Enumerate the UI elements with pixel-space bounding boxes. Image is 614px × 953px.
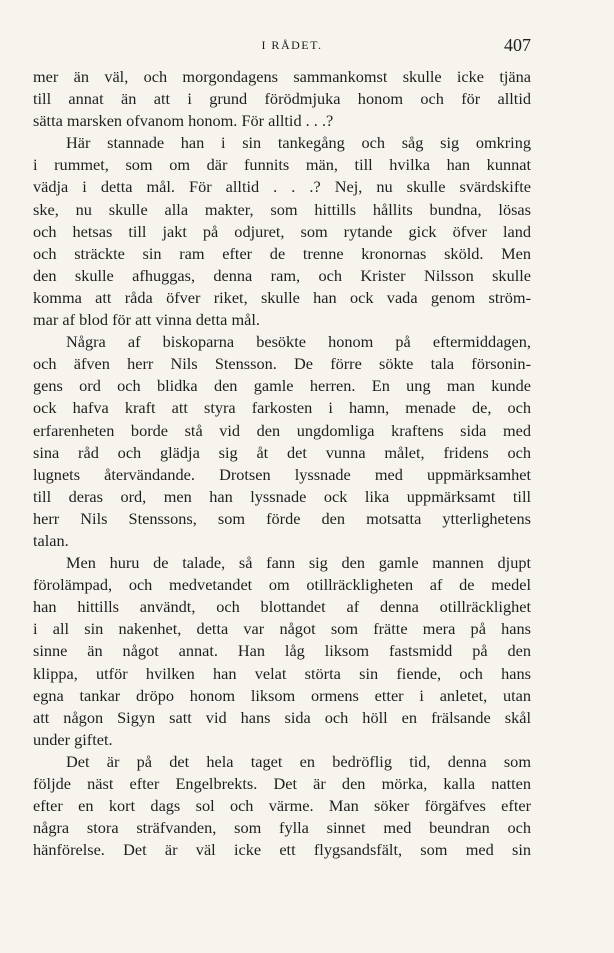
- text-line: mer än väl, och morgondagens sammankomst skulle icke tjäna: [33, 67, 531, 86]
- text-line: i all sin nakenhet, detta var något som frätte mera på hans: [33, 619, 531, 639]
- text-line: Men huru de talade, så fann sig den gamle mannen djupt: [66, 553, 531, 573]
- text-line: ock hafva kraft att styra farkosten i hamn, menade de, och: [33, 398, 531, 418]
- text-line: sätta marsken ofvanom honom. För alltid . . .?: [33, 111, 334, 131]
- text-line: klippa, utför hvilken han velat störta sin fiende, och hans: [33, 663, 531, 683]
- text-line: lugnets återvändande. Drotsen lyssnade med uppmärksamhet: [33, 464, 531, 484]
- text-line: han hittills användt, och blottandet af denna otillräcklighet: [33, 597, 531, 617]
- text-line: sinne än något annat. Han låg liksom fastsmidd på den: [33, 641, 531, 661]
- text-line: Det är på det hela taget en bedröflig tid, denna som: [66, 751, 531, 771]
- text-line: efter en kort dags sol och värme. Man söker förgäfves efter: [33, 796, 531, 816]
- page-number: 407: [504, 35, 531, 55]
- text-line: och äfven herr Nils Stensson. De förre sökte tala försonin-: [33, 354, 531, 374]
- text-line: till annat än att i grund förödmjuka honom och för alltid: [33, 89, 531, 109]
- text-line: komma att råda öfver riket, skulle han ock vada genom ström-: [33, 287, 531, 307]
- text-line: den skulle afhuggas, denna ram, och Krister Nilsson skulle: [33, 265, 531, 285]
- text-line: erfarenheten borde stå vid den ungdomliga kraftens sida med: [33, 420, 531, 440]
- running-title: I RÅDET.: [261, 38, 323, 52]
- text-line: egna tankar dröpo honom liksom ormens etter i anletet, utan: [33, 685, 531, 705]
- text-line: förolämpad, och medvetandet om otillräckligheten af de medel: [33, 575, 531, 595]
- text-line: talan.: [33, 530, 69, 550]
- text-line: Här stannade han i sin tankegång och såg sig omkring: [66, 133, 531, 153]
- text-line: följde näst efter Engelbrekts. Det är den mörka, kalla natten: [33, 774, 531, 793]
- text-line: under giftet.: [33, 729, 113, 749]
- text-line: hänförelse. Det är väl icke ett flygsandsfält, som med sin: [33, 840, 531, 860]
- body-text: [33, 66, 531, 861]
- text-line: i rummet, som om där funnits män, till hvilka han kunnat: [33, 155, 531, 175]
- text-line: vädja i detta mål. För alltid . . .? Nej, nu skulle svärdskifte: [33, 177, 531, 197]
- text-line: och hetsas till jakt på odjuret, som rytande gick öfver land: [33, 221, 531, 241]
- text-line: och sträckte sin ram efter de trenne kronornas sköld. Men: [33, 243, 531, 263]
- text-line: till deras ord, men han lyssnade ock lika uppmärksamt till: [33, 486, 531, 506]
- text-line: Några af biskoparna besökte honom på eftermiddagen,: [66, 332, 531, 352]
- text-line: några stora sträfvanden, som fylla sinnet med beundran och: [33, 818, 531, 838]
- text-line: sina råd och glädja sig åt det vunna målet, fridens och: [33, 442, 531, 462]
- text-line: ske, nu skulle alla makter, som hittills hållits bundna, lösas: [33, 199, 531, 219]
- text-line: mar af blod för att vinna detta mål.: [33, 310, 260, 330]
- text-line: herr Nils Stenssons, som förde den motsatta ytterlighetens: [33, 508, 531, 528]
- text-line: gens ord och blidka den gamle herren. En ung man kunde: [33, 376, 531, 396]
- text-line: att någon Sigyn satt vid hans sida och höll en frälsande skål: [33, 707, 531, 727]
- running-head: [33, 35, 531, 57]
